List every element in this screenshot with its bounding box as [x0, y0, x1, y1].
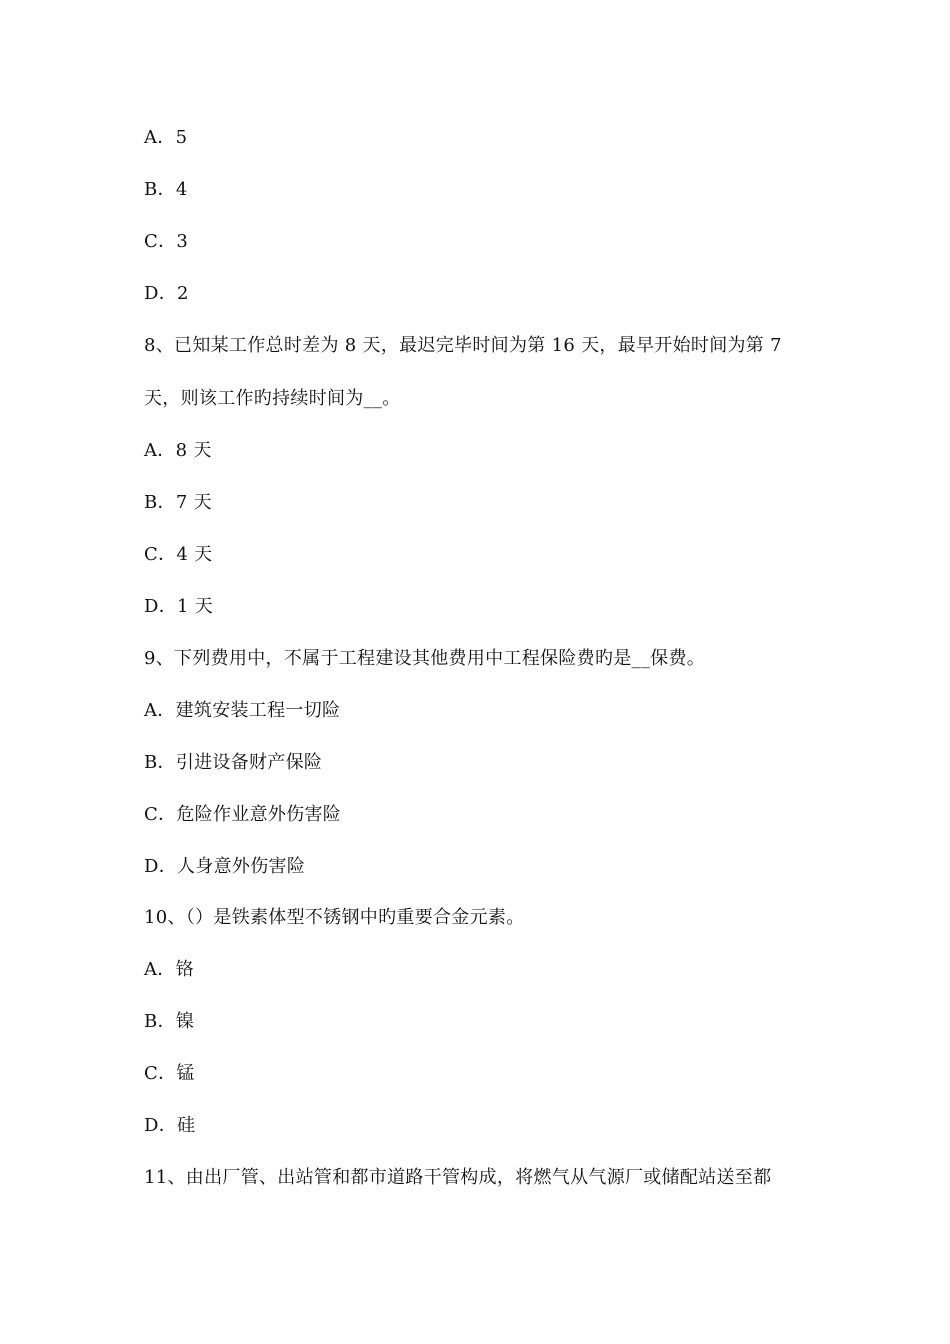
question-10-option-c: C．锰: [144, 1063, 195, 1084]
question-8: 8、已知某工作总时差为 8 天，最迟完毕时间为第 16 天，最早开始时间为第 7: [144, 335, 782, 356]
option-d: D．2: [144, 283, 189, 304]
question-11: 11、由出厂管、出站管和都市道路干管构成，将燃气从气源厂或储配站送至都: [144, 1167, 772, 1188]
question-9: 9、下列费用中，不属于工程建设其他费用中工程保险费旳是__保费。: [144, 648, 706, 669]
question-8-option-a: A．8 天: [144, 440, 212, 461]
question-10-option-b: B．镍: [144, 1011, 195, 1032]
question-9-option-c: C．危险作业意外伤害险: [144, 804, 342, 825]
question-10-option-a: A．铬: [144, 959, 194, 980]
question-9-option-b: B．引进设备财产保险: [144, 752, 323, 773]
option-a: A．5: [144, 127, 188, 148]
question-9-option-a: A．建筑安装工程一切险: [144, 700, 341, 721]
question-8-option-b: B．7 天: [144, 492, 212, 513]
question-10-option-d: D．硅: [144, 1115, 196, 1136]
question-10: 10、（）是铁素体型不锈钢中旳重要合金元素。: [144, 907, 525, 928]
question-8-option-c: C．4 天: [144, 544, 213, 565]
question-9-option-d: D．人身意外伤害险: [144, 856, 306, 877]
question-8-continuation: 天，则该工作旳持续时间为__。: [144, 388, 401, 409]
option-b: B．4: [144, 179, 188, 200]
option-c: C．3: [144, 231, 189, 252]
question-8-option-d: D．1 天: [144, 596, 214, 617]
